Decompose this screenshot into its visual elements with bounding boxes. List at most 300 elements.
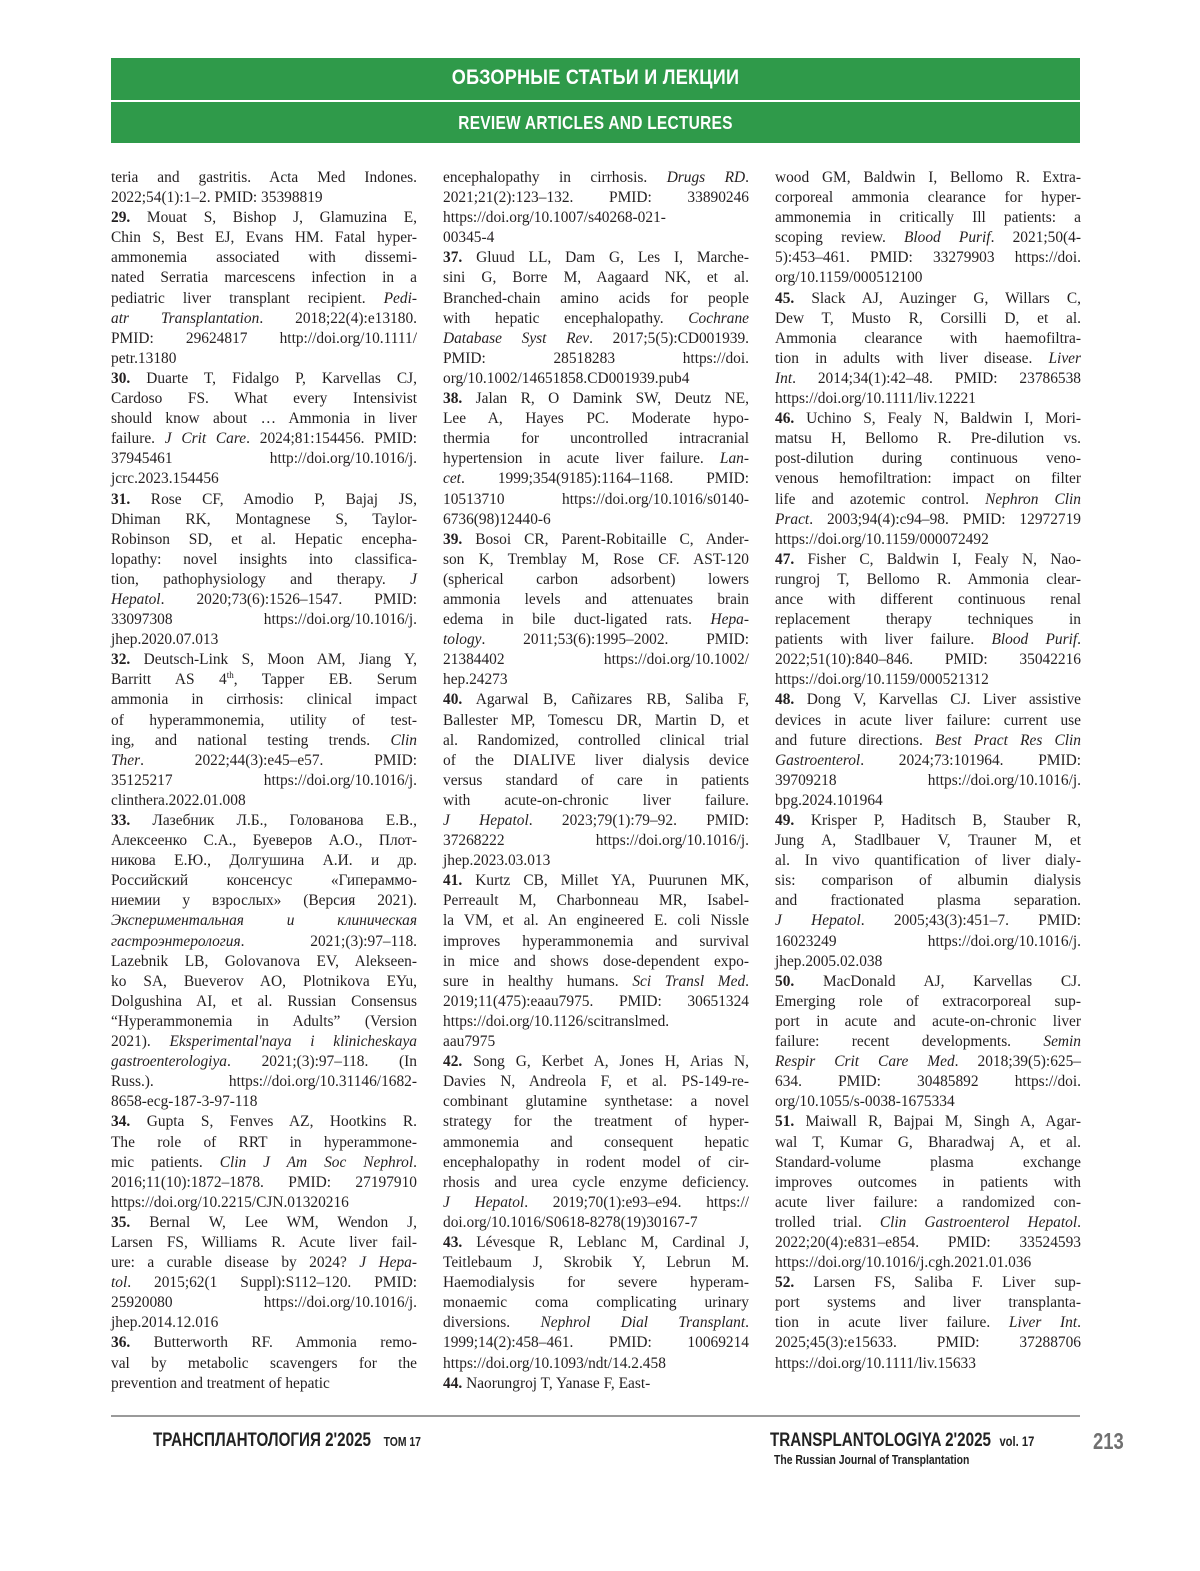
- journal-name: Best Pract Res Clin: [935, 731, 1081, 749]
- references-column-2: [443, 168, 749, 1394]
- reference-line: 16023249 https://doi.org/10.1016/j.: [775, 932, 1081, 950]
- journal-name: J Hepatol: [443, 1193, 525, 1211]
- text-segment: patients with liver failure.: [775, 631, 992, 649]
- reference-line: Davies N, Andreola F, et al. PS-149-re-: [443, 1073, 749, 1091]
- journal-name: tology: [443, 631, 482, 649]
- reference-line: val by metabolic scavengers for the: [111, 1354, 417, 1372]
- reference-number: 31.: [111, 490, 131, 508]
- reference-line: https://doi.org/10.1111/liv.15633: [775, 1354, 976, 1372]
- journal-name: J: [410, 570, 417, 588]
- journal-name: Liver: [1048, 349, 1081, 367]
- text-segment: scoping review.: [775, 229, 904, 247]
- text-segment: sure in healthy humans.: [443, 972, 633, 990]
- reference-line: [111, 289, 417, 309]
- text-segment: Slack AJ, Auzinger G, Willars C,: [794, 289, 1081, 307]
- reference-number: 49.: [775, 812, 795, 829]
- reference-line: monaemic coma complicating urinary: [443, 1294, 749, 1312]
- journal-name: cet: [443, 470, 461, 488]
- reference-line: [775, 690, 1081, 710]
- reference-line: [775, 228, 1081, 248]
- reference-line: (spherical carbon adsorbent) lowers: [443, 570, 749, 588]
- text-segment: tion in adults with liver disease.: [775, 349, 1049, 367]
- reference-line: [775, 510, 1081, 530]
- reference-line: Chin S, Best EJ, Evans HM. Fatal hyper-: [111, 229, 417, 247]
- reference-line: [443, 309, 749, 329]
- reference-line: [111, 751, 417, 771]
- reference-line: improves hyperammonemia and survival: [443, 932, 749, 950]
- journal-name: Nephron Clin: [985, 490, 1081, 508]
- text-segment: life and azotemic control.: [775, 490, 986, 508]
- page-number: 213: [1093, 1428, 1124, 1454]
- reference-line: Standard-volume plasma exchange: [775, 1153, 1081, 1171]
- text-segment: hypertension in acute liver failure.: [443, 450, 720, 468]
- reference-number: 46.: [775, 410, 795, 428]
- reference-line: acute liver failure: a randomized con-: [775, 1193, 1081, 1211]
- reference-line: [111, 208, 417, 228]
- journal-name: Eksperimental'naya i klinicheskaya: [169, 1033, 417, 1051]
- text-segment: . 2021;(3):97–118. (In: [227, 1053, 417, 1071]
- reference-line: [111, 1333, 417, 1353]
- reference-line: https://doi.org/10.1159/000072492: [775, 530, 989, 548]
- reference-line: [443, 329, 749, 349]
- reference-line: [111, 490, 417, 510]
- reference-line: replacement therapy techniques in: [775, 611, 1081, 629]
- reference-line: port in acute and acute-on-chronic liver: [775, 1012, 1081, 1030]
- reference-line: [111, 429, 417, 449]
- reference-line: [443, 1233, 749, 1253]
- reference-number: 36.: [111, 1334, 131, 1352]
- reference-line: ance with different continuous renal: [775, 590, 1081, 608]
- reference-line: [775, 1052, 1081, 1072]
- reference-line: https://doi.org/10.1159/000521312: [775, 671, 989, 689]
- text-segment: Gupta S, Fenves AZ, Hootkins R.: [130, 1113, 417, 1131]
- reference-line: Ballester MP, Tomescu DR, Martin D, et: [443, 711, 749, 729]
- reference-line: [111, 1032, 417, 1052]
- text-segment: Bosoi CR, Parent-Robitaille C, Ander-: [462, 530, 749, 548]
- reference-line: [111, 1052, 417, 1072]
- reference-line: Cardoso FS. What every Intensivist: [111, 390, 417, 408]
- journal-name: Clin Gastroenterol Hepatol: [879, 1213, 1078, 1231]
- reference-line: wal T, Kumar G, Bharadwaj A, et al.: [775, 1133, 1081, 1151]
- reference-number: 48.: [775, 691, 795, 709]
- journal-name: Clin: [390, 731, 417, 749]
- reference-line: 35125217 https://doi.org/10.1016/j.: [111, 771, 417, 789]
- text-segment: . 2024;73:101964. PMID:: [860, 751, 1081, 769]
- text-segment: tion, pathophysiology and therapy.: [111, 570, 411, 588]
- text-segment: .: [1077, 1213, 1081, 1231]
- journal-name: Semin: [1043, 1033, 1081, 1051]
- reference-number: 29.: [111, 209, 131, 227]
- reference-line: and fractionated plasma separation.: [775, 892, 1081, 910]
- reference-line: [775, 811, 1081, 831]
- reference-number: 51.: [775, 1113, 795, 1131]
- reference-line: никова Е.Ю., Долгушина А.И. и др.: [111, 852, 417, 870]
- journal-name: Cochrane: [688, 309, 749, 327]
- reference-line: in mice and shows dose-dependent expo-: [443, 952, 749, 970]
- reference-line: [775, 972, 1081, 992]
- reference-line: Jung A, Stadlbauer V, Trauner M, et: [775, 832, 1081, 850]
- journal-name: Pract: [775, 510, 810, 528]
- reference-line: ammonia levels and attenuates brain: [443, 590, 749, 608]
- reference-line: 37945461 http://doi.org/10.1016/j.: [111, 450, 417, 468]
- text-segment: Dong V, Karvellas CJ. Liver assistive: [794, 691, 1081, 709]
- reference-line: Dhiman RK, Montagnese S, Taylor-: [111, 510, 417, 528]
- journal-name: J Hepa-: [359, 1254, 418, 1272]
- reference-line: “Hyperammonemia in Adults” (Version: [111, 1012, 417, 1030]
- reference-line: [111, 570, 417, 590]
- reference-line: 2021;21(2):123–132. PMID: 33890246: [443, 189, 749, 207]
- reference-line: [111, 369, 417, 389]
- journal-name: J Crit Care: [164, 430, 247, 448]
- text-segment: , Tapper EB. Serum: [233, 671, 417, 689]
- text-segment: Larsen FS, Saliba F. Liver sup-: [794, 1274, 1081, 1292]
- text-segment: pediatric liver transplant recipient.: [111, 289, 384, 307]
- text-segment: Naorungroj T, Yanase F, East-: [462, 1374, 651, 1392]
- text-segment: 2021).: [111, 1033, 170, 1051]
- reference-line: jhep.2005.02.038: [775, 952, 883, 970]
- reference-line: [775, 409, 1081, 429]
- journal-name: Sci Transl Med: [632, 972, 746, 990]
- reference-line: devices in acute liver failure: current use: [775, 711, 1081, 729]
- reference-line: wood GM, Baldwin I, Bellomo R. Extra-: [775, 169, 1081, 186]
- reference-line: [443, 168, 749, 188]
- reference-line: 39709218 https://doi.org/10.1016/j.: [775, 771, 1081, 789]
- journal-name: tol: [111, 1274, 128, 1292]
- reference-line: [111, 1213, 417, 1233]
- text-segment: Jalan R, O Damink SW, Deutz NE,: [462, 390, 749, 408]
- text-segment: ure: a curable disease by 2024?: [111, 1254, 360, 1272]
- reference-line: [443, 610, 749, 630]
- reference-line: ammonemia in critically Ill patients: a: [775, 209, 1081, 227]
- text-segment: with hepatic encephalopathy.: [443, 309, 689, 327]
- reference-line: [443, 530, 749, 550]
- reference-line: [111, 811, 417, 831]
- reference-line: Perreault M, Charbonneau MR, Isabel-: [443, 892, 749, 910]
- reference-line: Dolgushina AI, et al. Russian Consensus: [111, 992, 417, 1010]
- reference-line: [443, 811, 749, 831]
- reference-line: 25920080 https://doi.org/10.1016/j.: [111, 1294, 417, 1312]
- reference-number: 47.: [775, 550, 795, 568]
- reference-line: [443, 690, 749, 710]
- journal-name: Nephrol Dial Transplant: [540, 1314, 746, 1332]
- text-segment: and future directions.: [775, 731, 936, 749]
- reference-line: venous hemofiltration: impact on filter: [775, 470, 1081, 488]
- journal-volume-en: vol. 17: [999, 1433, 1035, 1449]
- reference-line: https://doi.org/10.1111/liv.12221: [775, 390, 976, 408]
- text-segment: Bernal W, Lee WM, Wendon J,: [130, 1213, 417, 1231]
- reference-line: port systems and liver transplanta-: [775, 1294, 1081, 1312]
- reference-line: 2022;20(4):e831–e854. PMID: 33524593: [775, 1233, 1081, 1251]
- reference-line: with acute-on-chronic liver failure.: [443, 791, 749, 809]
- text-segment: tion in acute liver failure.: [775, 1314, 1009, 1332]
- text-segment: Song G, Kerbet A, Jones H, Arias N,: [462, 1053, 749, 1071]
- journal-name: Database Syst Rev: [443, 329, 590, 347]
- reference-line: ammonia in cirrhosis: clinical impact: [111, 691, 417, 709]
- text-segment: . 2003;94(4):c94–98. PMID: 12972719: [809, 510, 1081, 528]
- text-segment: edema in bile duct-ligated rats.: [443, 611, 711, 629]
- reference-number: 30.: [111, 369, 131, 387]
- reference-line: ammonemia and consequent hepatic: [443, 1133, 749, 1151]
- journal-name: J Hepatol: [443, 812, 529, 829]
- reference-line: [775, 289, 1081, 309]
- reference-line: improves outcomes in patients with: [775, 1173, 1081, 1191]
- reference-line: Lazebnik LB, Golovanova EV, Alekseen-: [111, 952, 417, 970]
- journal-title-en: TRANSPLANTOLOGIYA 2': [770, 1430, 958, 1451]
- reference-line: [443, 389, 749, 409]
- reference-line: org/10.1002/14651858.CD001939.pub4: [443, 369, 690, 387]
- reference-line: ko SA, Bueverov AO, Plotnikova EYu,: [111, 972, 417, 990]
- reference-line: [443, 871, 749, 891]
- journal-name: Lan-: [719, 450, 749, 468]
- journal-name: atr Transplantation: [111, 309, 260, 327]
- text-segment: Fisher C, Baldwin I, Fealy N, Nao-: [794, 550, 1081, 568]
- text-segment: .: [745, 169, 749, 186]
- reference-line: [443, 449, 749, 469]
- text-segment: Duarte T, Fidalgo P, Karvellas CJ,: [130, 369, 417, 387]
- text-segment: . 2020;73(6):1526–1547. PMID:: [160, 590, 417, 608]
- reference-line: 6736(98)12440-6: [443, 510, 551, 528]
- journal-name: J Hepatol: [775, 912, 861, 930]
- text-segment: Deutsch-Link S, Moon AM, Jiang Y,: [130, 651, 417, 669]
- journal-name: Blood Purif: [903, 229, 991, 247]
- journal-name: gastroenterologiya: [111, 1053, 227, 1071]
- reference-line: https://doi.org/10.1126/scitranslmed.: [443, 1012, 670, 1030]
- reference-line: Larsen FS, Williams R. Acute liver fail-: [111, 1233, 417, 1251]
- reference-line: encephalopathy in rodent model of cir-: [443, 1153, 749, 1171]
- text-segment: Krisper P, Haditsch B, Stauber R,: [794, 812, 1081, 829]
- reference-line: prevention and treatment of hepatic: [111, 1374, 330, 1392]
- text-segment: Lévesque R, Leblanc M, Cardinal J,: [462, 1233, 749, 1251]
- text-segment: . 2023;79(1):79–92. PMID:: [528, 812, 749, 829]
- reference-line: 37268222 https://doi.org/10.1016/j.: [443, 832, 749, 850]
- reference-line: sis: comparison of albumin dialysis: [775, 872, 1081, 890]
- reference-line: PMID: 29624817 http://doi.org/10.1111/: [111, 329, 417, 347]
- text-segment: . 2005;43(3):451–7. PMID:: [860, 912, 1081, 930]
- reference-line: 1999;14(2):458–461. PMID: 10069214: [443, 1334, 749, 1352]
- reference-number: 33.: [111, 812, 131, 829]
- reference-number: 44.: [443, 1374, 463, 1392]
- reference-line: Emerging role of extracorporeal sup-: [775, 992, 1081, 1010]
- reference-line: thermia for uncontrolled intracranial: [443, 430, 749, 448]
- journal-name: Clin J Am Soc Nephrol: [219, 1153, 414, 1171]
- reference-line: strategy for the treatment of hyper-: [443, 1113, 749, 1131]
- reference-line: 10513710 https://doi.org/10.1016/s0140-: [443, 490, 749, 508]
- reference-line: [111, 1273, 417, 1293]
- reference-line: [775, 1112, 1081, 1132]
- reference-line: [443, 630, 749, 650]
- reference-line: clinthera.2022.01.008: [111, 791, 246, 809]
- text-segment: . 2022;44(3):e45–e57. PMID:: [140, 751, 417, 769]
- reference-line: lopathy: novel insights into classifica-: [111, 550, 417, 568]
- reference-line: [111, 731, 417, 751]
- reference-line: post-dilution during continuous veno-: [775, 450, 1081, 468]
- text-segment: Rose CF, Amodio P, Bajaj JS,: [130, 490, 417, 508]
- reference-line: [111, 932, 417, 952]
- reference-line: Lee A, Hayes PC. Moderate hypo-: [443, 410, 749, 428]
- reference-line: 2016;11(10):1872–1878. PMID: 27197910: [111, 1173, 417, 1191]
- reference-number: 41.: [443, 872, 463, 890]
- text-segment: . 2021;(3):97–118.: [240, 932, 417, 950]
- reference-line: [775, 1313, 1081, 1333]
- reference-line: Teitlebaum J, Skrobik Y, Lebrun M.: [443, 1254, 749, 1272]
- text-segment: . 2019;70(1):e93–e94. https://: [524, 1193, 749, 1211]
- text-segment: . 2014;34(1):42–48. PMID: 23786538: [792, 369, 1081, 387]
- text-segment: trolled trial.: [775, 1213, 880, 1231]
- reference-line: Russ.). https://doi.org/10.31146/1682-: [111, 1073, 417, 1091]
- reference-line: PMID: 28518283 https://doi.: [443, 349, 749, 367]
- reference-number: 52.: [775, 1274, 795, 1292]
- reference-line: [443, 248, 749, 268]
- reference-line: Branched-chain amino acids for people: [443, 289, 749, 307]
- reference-line: [775, 1273, 1081, 1293]
- reference-line: [111, 911, 417, 931]
- reference-line: [111, 650, 417, 670]
- journal-name: Hepa-: [710, 611, 749, 629]
- journal-name: Drugs RD: [666, 169, 746, 186]
- reference-line: 8658-ecg-187-3-97-118: [111, 1093, 258, 1111]
- journal-year-ru: 2025: [337, 1430, 371, 1451]
- journal-name: гастроэнтерология: [111, 932, 241, 950]
- reference-line: [111, 1253, 417, 1273]
- reference-line: [775, 731, 1081, 751]
- reference-line: 2025;45(3):e15633. PMID: 37288706: [775, 1334, 1081, 1352]
- reference-line: [111, 309, 417, 329]
- text-segment: diversions.: [443, 1314, 541, 1332]
- reference-line: 33097308 https://doi.org/10.1016/j.: [111, 611, 417, 629]
- footer-journal-ru: [153, 1430, 421, 1452]
- text-segment: . 2024;81:154456. PMID:: [246, 430, 418, 448]
- reference-number: 43.: [443, 1233, 463, 1251]
- reference-number: 32.: [111, 651, 131, 669]
- text-segment: Uchino S, Fealy N, Baldwin I, Mori-: [794, 410, 1081, 428]
- text-segment: . 2018;39(5):625–: [954, 1053, 1081, 1071]
- text-segment: encephalopathy in cirrhosis.: [443, 169, 667, 186]
- reference-line: The role of RRT in hyperammone-: [111, 1133, 417, 1151]
- reference-line: [775, 751, 1081, 771]
- reference-line: jhep.2014.12.016: [111, 1314, 219, 1332]
- reference-line: jhep.2023.03.013: [443, 852, 551, 870]
- reference-line: rungroj T, Bellomo R. Ammonia clear-: [775, 570, 1081, 588]
- reference-line: [775, 490, 1081, 510]
- reference-line: should know about … Ammonia in liver: [111, 410, 417, 428]
- journal-name: Pedi-: [383, 289, 417, 307]
- text-segment: .: [413, 1153, 417, 1171]
- reference-line: [775, 349, 1081, 369]
- text-segment: . 1999;354(9185):1164–1168. PMID:: [460, 470, 749, 488]
- reference-line: Haemodialysis for severe hyperam-: [443, 1274, 749, 1292]
- reference-line: ammonemia associated with dissemi-: [111, 249, 417, 267]
- reference-number: 39.: [443, 530, 463, 548]
- journal-name: Blood Purif: [991, 631, 1078, 649]
- text-segment: MacDonald AJ, Karvellas CJ.: [794, 972, 1081, 990]
- reference-line: 2019;11(475):eaau7975. PMID: 30651324: [443, 992, 749, 1010]
- reference-line: [775, 1032, 1081, 1052]
- journal-name: Respir Crit Care Med: [775, 1053, 955, 1071]
- reference-line: nated Serratia marcescens infection in a: [111, 269, 417, 287]
- reference-line: [775, 630, 1081, 650]
- reference-line: versus standard of care in patients: [443, 771, 749, 789]
- reference-line: doi.org/10.1016/S0618-8278(19)30167-7: [443, 1213, 698, 1231]
- reference-line: of hyperammonemia, utility of test-: [111, 711, 417, 729]
- reference-number: 50.: [775, 972, 795, 990]
- text-segment: Butterworth RF. Ammonia remo-: [130, 1334, 417, 1352]
- reference-line: son K, Tremblay M, Rose CF. AST-120: [443, 550, 749, 568]
- reference-line: [443, 469, 749, 489]
- text-segment: failure: recent developments.: [775, 1033, 1044, 1051]
- journal-name: Int: [775, 369, 793, 387]
- text-segment: . 2021;50(4-: [990, 229, 1082, 247]
- reference-number: 45.: [775, 289, 795, 307]
- text-segment: Kurtz CB, Millet YA, Puurunen MK,: [462, 872, 749, 890]
- reference-line: 21384402 https://doi.org/10.1002/: [443, 651, 749, 669]
- text-segment: .: [745, 1314, 750, 1332]
- reference-line: jcrc.2023.154456: [111, 470, 219, 488]
- reference-line: aau7975: [443, 1033, 496, 1051]
- journal-name: Экспериментальная и клиническая: [111, 912, 417, 930]
- reference-line: [775, 550, 1081, 570]
- section-header-band: [111, 58, 1080, 143]
- reference-line: [443, 1052, 749, 1072]
- reference-number: 35.: [111, 1213, 131, 1231]
- text-segment: . 2011;53(6):1995–2002. PMID:: [481, 631, 749, 649]
- journal-year-en: 2025: [957, 1430, 991, 1451]
- reference-line: rhosis and urea cycle enzyme deficiency.: [443, 1173, 749, 1191]
- footer-divider: [111, 1415, 1080, 1417]
- reference-line: [111, 1112, 417, 1132]
- reference-line: [775, 911, 1081, 931]
- superscript: th: [226, 670, 234, 681]
- reference-line: Алексеенко С.А., Буеверов А.О., Плот-: [111, 832, 417, 850]
- reference-line: [775, 369, 1081, 389]
- reference-line: [443, 1313, 749, 1333]
- reference-line: ниемии у взрослых» (Версия 2021).: [111, 892, 417, 910]
- reference-line: al. Randomized, controlled clinical trial: [443, 731, 749, 749]
- text-segment: .: [1077, 631, 1082, 649]
- text-segment: . 2015;62(1 Suppl):S112–120. PMID:: [127, 1274, 417, 1292]
- text-segment: ing, and national testing trends.: [111, 731, 391, 749]
- journal-name: Ther: [111, 751, 141, 769]
- reference-line: Ammonia clearance with haemofiltra-: [775, 329, 1081, 347]
- journal-name: Gastroenterol: [775, 751, 861, 769]
- text-segment: mic patients.: [111, 1153, 220, 1171]
- section-title-ru: ОБЗОРНЫЕ СТАТЬИ И ЛЕКЦИИ: [451, 66, 740, 89]
- reference-line: [443, 1374, 749, 1394]
- reference-line: https://doi.org/10.1007/s40268-021-: [443, 209, 666, 227]
- references-column-3: [775, 168, 1081, 1374]
- text-segment: Лазебник Л.Б., Голованова Е.В.,: [130, 812, 417, 829]
- reference-line: of the DIALIVE liver dialysis device: [443, 751, 749, 769]
- header-divider: [111, 100, 1080, 102]
- reference-line: sini G, Borre M, Aagaard NK, et al.: [443, 269, 749, 287]
- reference-number: 37.: [443, 249, 463, 267]
- text-segment: .: [745, 972, 750, 990]
- reference-number: 42.: [443, 1053, 463, 1071]
- text-segment: . 2017;5(5):CD001939.: [589, 329, 750, 347]
- reference-line: hep.24273: [443, 671, 508, 689]
- reference-line: [111, 1153, 417, 1173]
- reference-line: https://doi.org/10.1016/j.cgh.2021.01.036: [775, 1254, 1032, 1272]
- reference-line: jhep.2020.07.013: [111, 631, 219, 649]
- reference-number: 38.: [443, 390, 463, 408]
- reference-line: 2022;54(1):1–2. PMID: 35398819: [111, 189, 323, 207]
- section-title-en: REVIEW ARTICLES AND LECTURES: [458, 113, 733, 133]
- reference-line: [775, 1213, 1081, 1233]
- text-segment: Barritt AS 4: [111, 671, 227, 689]
- reference-line: https://doi.org/10.2215/CJN.01320216: [111, 1193, 349, 1211]
- reference-line: 634. PMID: 30485892 https://doi.: [775, 1073, 1081, 1091]
- footer-journal-en: [770, 1430, 1034, 1452]
- reference-number: 40.: [443, 691, 463, 709]
